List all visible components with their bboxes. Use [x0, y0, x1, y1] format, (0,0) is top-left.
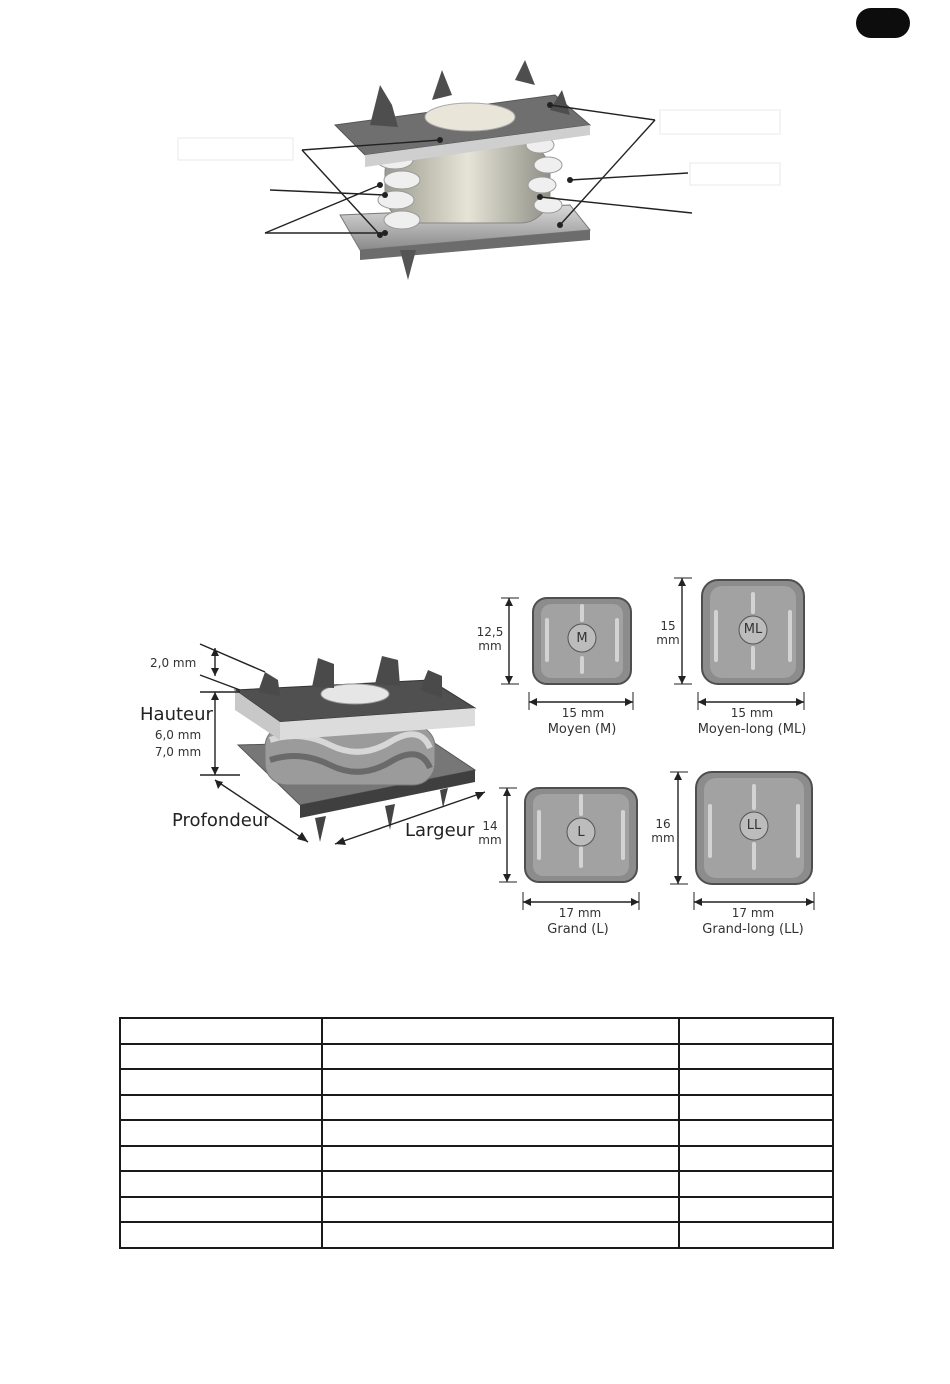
table-row [120, 1146, 833, 1172]
table-cell [322, 1171, 679, 1197]
table-row [120, 1222, 833, 1248]
size-l-width: 17 mm [558, 906, 602, 920]
table-row [120, 1197, 833, 1223]
table-row [120, 1171, 833, 1197]
size-m-width: 15 mm [561, 706, 605, 720]
size-ll-height-unit: mm [651, 831, 675, 845]
table-cell [679, 1095, 833, 1121]
table-row [120, 1044, 833, 1070]
spec-table-body [120, 1018, 833, 1248]
size-ml-height-unit: mm [656, 633, 680, 647]
size-ml-code: ML [743, 622, 763, 637]
table-cell [679, 1197, 833, 1223]
size-m-code: M [576, 631, 588, 646]
size-l-code: L [577, 825, 585, 840]
size-ml-height: 15 [660, 619, 676, 633]
table-row [120, 1018, 833, 1044]
table-cell [679, 1120, 833, 1146]
table-cell [322, 1095, 679, 1121]
size-m-height: 12,5 [476, 625, 504, 639]
table-cell [322, 1120, 679, 1146]
size-ll-name: Grand-long (LL) [702, 922, 804, 937]
table-cell [322, 1146, 679, 1172]
table-cell [322, 1018, 679, 1044]
table-row [120, 1069, 833, 1095]
table-cell [679, 1044, 833, 1070]
size-ml-name: Moyen-long (ML) [697, 722, 807, 737]
table-cell [679, 1069, 833, 1095]
page-tab-marker [856, 8, 910, 38]
table-cell [322, 1197, 679, 1223]
table-cell [679, 1222, 833, 1248]
size-tile-l [475, 782, 650, 922]
table-cell [120, 1222, 322, 1248]
size-l-height: 14 [482, 819, 498, 833]
size-m-height-unit: mm [478, 639, 502, 653]
width-label: Largeur [405, 820, 475, 841]
top-thickness-label: 2,0 mm [150, 656, 197, 670]
table-cell [120, 1018, 322, 1044]
size-ll-width: 17 mm [731, 906, 775, 920]
table-row [120, 1120, 833, 1146]
table-cell [322, 1069, 679, 1095]
spec-table [119, 1017, 834, 1249]
table-cell [120, 1095, 322, 1121]
table-cell [679, 1018, 833, 1044]
depth-label: Profondeur [172, 810, 271, 831]
size-l-name: Grand (L) [547, 922, 609, 937]
table-cell [120, 1120, 322, 1146]
table-cell [120, 1146, 322, 1172]
implant-illustration-top [170, 55, 790, 290]
size-l-height-unit: mm [478, 833, 502, 847]
size-ml-width: 15 mm [730, 706, 774, 720]
height-value-6: 6,0 mm [154, 728, 202, 742]
table-cell [322, 1044, 679, 1070]
table-cell [322, 1222, 679, 1248]
size-ll-height: 16 [655, 817, 671, 831]
table-cell [120, 1069, 322, 1095]
height-title-label: Hauteur [140, 704, 213, 725]
size-ll-code: LL [746, 818, 762, 833]
height-value-7: 7,0 mm [154, 745, 202, 759]
table-cell [679, 1146, 833, 1172]
table-cell [120, 1197, 322, 1223]
size-m-name: Moyen (M) [547, 722, 617, 737]
table-cell [120, 1171, 322, 1197]
table-row [120, 1095, 833, 1121]
table-cell [120, 1044, 322, 1070]
table-cell [679, 1171, 833, 1197]
